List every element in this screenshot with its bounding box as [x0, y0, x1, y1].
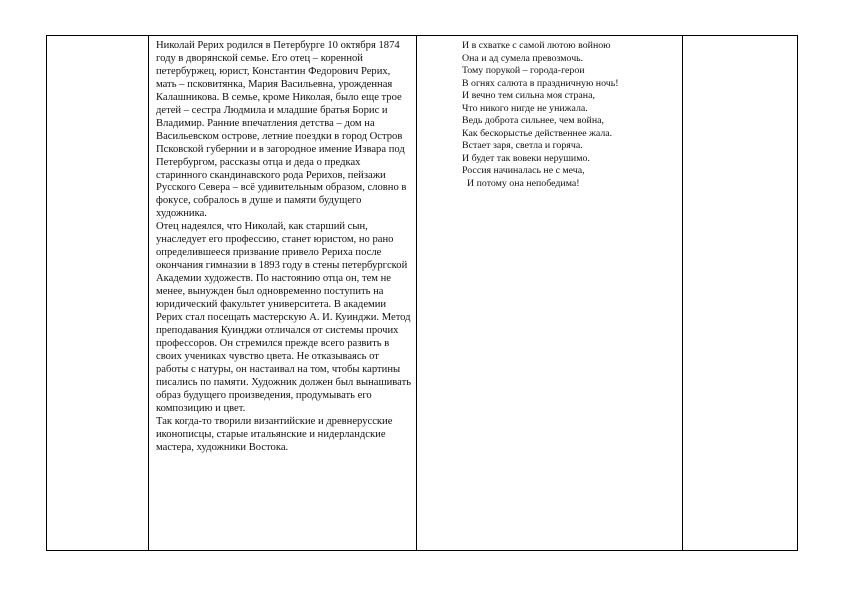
poem-line: Она и ад сумела превозмочь.: [462, 52, 584, 64]
poem-line: Встает заря, светла и горяча.: [462, 140, 583, 151]
poem-line: И будет так вовеки нерушимо.: [462, 152, 590, 164]
poem-line: И в схватке с самой лютою войною: [462, 40, 611, 51]
poem-cell: [417, 36, 683, 551]
poem-line: Как бескорыстье действеннее жала.: [462, 127, 613, 139]
empty-cell-left: [47, 36, 149, 551]
poem-line: Россия начиналась не с меча,: [462, 165, 585, 176]
biography-text: [149, 36, 416, 457]
poem-line: Тому порукой – города-герои: [462, 65, 585, 76]
poem-line: И потому она непобедима!: [467, 177, 580, 189]
poem-line: И вечно тем сильна моя страна,: [462, 90, 595, 101]
poem-line: Ведь доброта сильнее, чем война,: [462, 115, 604, 126]
biography-cell: [149, 36, 417, 551]
content-table: [46, 35, 798, 551]
biography-paragraph-icon-painters: Так когда-то творили византийские и древнерусские иконописцы, старые итальянские и нидерландские мастера, художники Востока.: [156, 415, 393, 453]
poem-text: [417, 36, 682, 192]
poem-line: Что никого нигде не унижала.: [462, 102, 588, 114]
poem-line: В огнях салюта в праздничную ночь!: [462, 77, 619, 89]
biography-paragraph-childhood: Николай Рерих родился в Петербурге 10 октября 1874 году в дворянской семье. Его отец – коренной петербуржец, юрист, Константин Федорович Рерих, мать – псковитянка, Мария Васильевна, урожденная Калашникова. В семье, кроме Николая, было еще трое детей – сестра Людмила и младшие братья Борис и Владимир. Ранние впечатления детства – дом на Васильевском острове, летние поездки в город Остров Псковской губернии и в загородное имение Извара под Петербургом, рассказы отца и деда о предках старинного скандинавского рода Рерихов, пейзажи Русского Севера – всё удивительным образом, словно в фокусе, собралось в душе и памяти будущего художника.: [156, 40, 407, 220]
biography-paragraph-academy: Отец надеялся, что Николай, как старший сын, унаследует его профессию, станет юристом, но рано определившееся призвание привело Рериха после окончания гимназии в 1893 году в стены петербургской Академии художеств. По настоянию отца он, тем не менее, вынужден был одновременно поступить на юридический факультет университета. В академии Рерих стал посещать мастерскую А. И. Куинджи. Метод преподавания Куинджи отличался от системы прочих профессоров. Он стремился прежде всего развить в своих учениках чувство цвета. Не отказываясь от работы с натуры, он настаивал на том, чтобы картины писались по памяти. Художник должен был вынашивать образ будущего произведения, продумывать его композицию и цвет.: [156, 221, 412, 414]
empty-cell-right: [683, 36, 798, 551]
table-row: [47, 36, 798, 551]
